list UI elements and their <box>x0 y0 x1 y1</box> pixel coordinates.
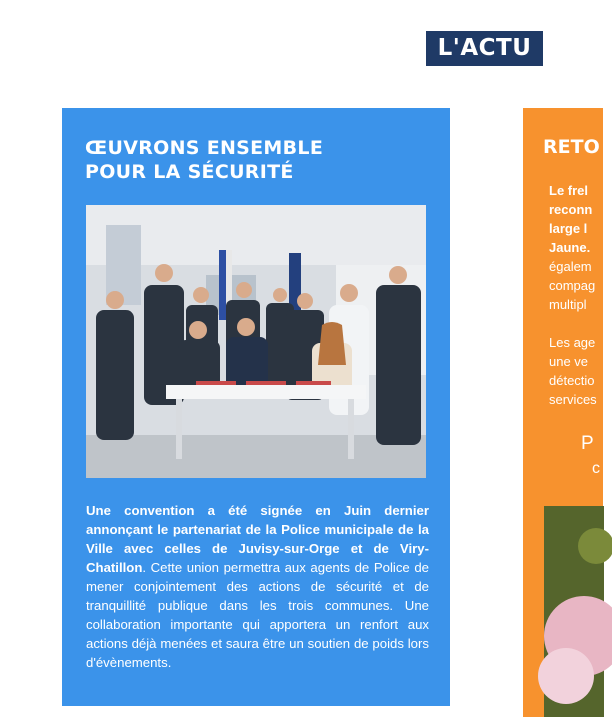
side-line: services <box>549 392 597 407</box>
side-article-photo <box>544 506 604 717</box>
side-line: compag <box>549 278 596 293</box>
side-line: Les age <box>549 335 596 350</box>
article-photo <box>86 205 426 478</box>
side-pull-quote-line2: c <box>592 460 600 477</box>
side-line: une ve <box>549 354 589 369</box>
flower-photo-illustration <box>544 506 604 717</box>
side-article-title: RETO <box>543 136 600 158</box>
title-line-2: POUR LA SÉCURITÉ <box>85 161 294 183</box>
side-line: reconn <box>549 202 593 217</box>
title-line-1: ŒUVRONS ENSEMBLE <box>85 137 324 159</box>
article-body <box>86 501 429 672</box>
side-line: égalem <box>549 259 592 274</box>
side-line: large l <box>549 221 588 236</box>
side-line: multipl <box>549 297 587 312</box>
side-article-text <box>549 181 609 409</box>
article-card-side <box>523 108 603 717</box>
side-line: Le frel <box>549 183 589 198</box>
article-text: . Cette union permettra aux agents de Police de mener conjointement des actions de sécurité et de tranquillité publique dans les trois communes. Une collaboration importante qui apportera un renfort aux actions déjà menées et saura être un soutien de poids lors d'évènements. <box>86 560 429 670</box>
article-card-security <box>62 108 450 706</box>
section-badge: L'ACTU <box>426 31 543 66</box>
article-title <box>85 136 425 184</box>
side-line: Jaune. <box>549 240 591 255</box>
signing-photo-illustration <box>86 205 426 478</box>
article-lead: Une convention a été signée en Juin dernier annonçant le partenariat de la Police municipale de la Ville avec celles de Juvisy-sur-Orge et de Viry-Chatillon <box>86 503 429 575</box>
side-line: détectio <box>549 373 595 388</box>
side-pull-quote: P <box>581 433 594 454</box>
